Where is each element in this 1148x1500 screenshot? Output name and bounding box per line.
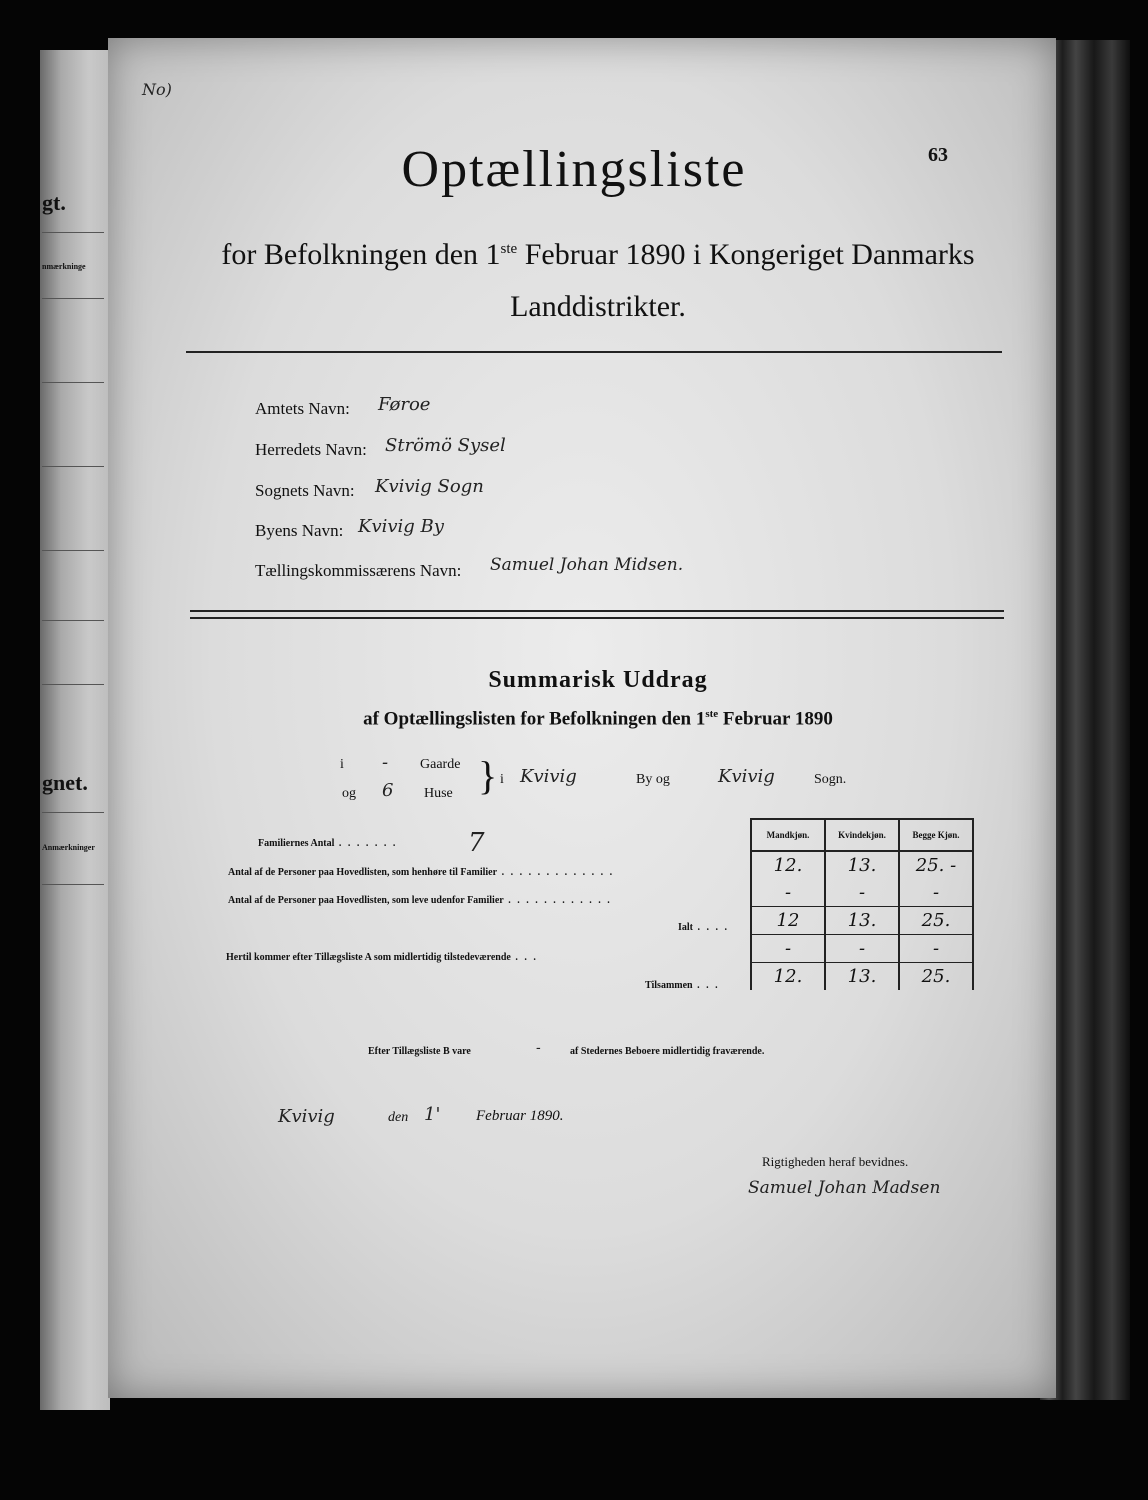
- col-header: Mandkjøn.: [751, 819, 825, 851]
- left-page-rule: [42, 466, 104, 467]
- summary-subtitle-pre: af Optællingslisten for Befolkningen den 1: [363, 708, 706, 730]
- by-og-label: By og: [636, 772, 670, 787]
- date-den: den: [388, 1110, 409, 1125]
- counts-row: [751, 851, 973, 879]
- row-label-text: Antal af de Personer paa Hovedlisten, som henhøre til Familier: [228, 867, 498, 878]
- field-value-by: Kvivig By: [358, 516, 444, 537]
- left-page-fragment: gnet.: [42, 770, 88, 795]
- dot-leader: . . . . . . . . . . . . .: [497, 867, 615, 878]
- summary-og: og: [342, 786, 356, 801]
- row-label-familier: [228, 867, 614, 878]
- subtitle-sup: ste: [500, 241, 518, 257]
- page-number: 63: [928, 144, 948, 166]
- divider: [190, 610, 1004, 612]
- row-label-ialt: [678, 922, 729, 933]
- field-value-herred: Strömö Sysel: [385, 435, 506, 456]
- place2-value: Kvivig: [718, 766, 775, 787]
- brace: }: [478, 753, 498, 798]
- familiernes-label-text: Familiernes Antal: [258, 838, 335, 849]
- subtitle-pre: for Befolkningen den 1: [221, 238, 501, 271]
- place1-value: Kvivig: [520, 766, 577, 787]
- dot-leader: . . .: [510, 952, 538, 963]
- counts-table: [750, 818, 974, 990]
- count-cell: 12.: [751, 963, 825, 991]
- huse-label: Huse: [424, 786, 453, 801]
- field-value-kommissaer: Samuel Johan Midsen.: [490, 555, 684, 575]
- col-header: Begge Kjøn.: [899, 819, 973, 851]
- row-label-tillaeg-a: [226, 952, 538, 963]
- count-cell: -: [751, 935, 825, 963]
- date-month-year: Februar 1890.: [476, 1108, 564, 1124]
- tillaeg-b-pre: Efter Tillægsliste B vare: [368, 1046, 471, 1057]
- field-label-herred: Herredets Navn:: [255, 440, 367, 459]
- counts-row: [751, 907, 973, 935]
- count-cell: -: [825, 935, 899, 963]
- tillaeg-b-post: af Stedernes Beboere midlertidig fraværende.: [570, 1046, 765, 1057]
- left-page-rule: [42, 550, 104, 551]
- summary-subtitle: [0, 708, 1148, 730]
- count-cell: -: [751, 879, 825, 907]
- dot-leader: . . . .: [693, 922, 729, 933]
- gaarde-label: Gaarde: [420, 757, 461, 772]
- row-label-udenfor: [228, 895, 612, 906]
- margin-note: No): [142, 80, 172, 99]
- summary-subtitle-post: Februar 1890: [718, 708, 833, 730]
- field-label-kommissaer: Tællingskommissærens Navn:: [255, 561, 462, 580]
- left-page-rule: [42, 620, 104, 621]
- left-page-rule: [42, 382, 104, 383]
- huse-value: 6: [382, 780, 394, 801]
- left-page-rule: [42, 232, 104, 233]
- counts-row: [751, 963, 973, 991]
- signature: Samuel Johan Madsen: [748, 1178, 941, 1198]
- divider: [186, 351, 1002, 353]
- sogn-label: Sogn.: [814, 772, 847, 787]
- summary-i: i: [340, 757, 344, 772]
- count-cell: -: [899, 935, 973, 963]
- field-label-amt: Amtets Navn:: [255, 399, 350, 418]
- left-page-fragment: nmærkninge: [42, 262, 86, 271]
- date-place: Kvivig: [278, 1106, 335, 1127]
- divider: [190, 617, 1004, 619]
- counts-header-row: [751, 819, 973, 851]
- field-value-amt: Føroe: [378, 394, 431, 415]
- left-page-fragment: gt.: [42, 190, 66, 215]
- count-cell: 25.: [899, 963, 973, 991]
- count-cell: 25. -: [899, 851, 973, 879]
- row-label-text: Hertil kommer efter Tillægsliste A som midlertidig tilstedeværende: [226, 952, 511, 963]
- page-title: Optællingsliste: [401, 141, 747, 198]
- familiernes-label: [258, 838, 397, 849]
- summary-i2: i: [500, 772, 504, 787]
- field-label-sogn: Sognets Navn:: [255, 481, 355, 500]
- attestation: Rigtigheden heraf bevidnes.: [762, 1154, 909, 1169]
- left-page-rule: [42, 884, 104, 885]
- row-label-text: Antal af de Personer paa Hovedlisten, som leve udenfor Familier: [228, 895, 504, 906]
- date-day: 1': [424, 1104, 441, 1125]
- count-cell: 25.: [899, 907, 973, 935]
- row-label-text: Ialt: [678, 922, 693, 933]
- subtitle-post: Februar 1890 i Kongeriget Danmarks: [517, 238, 975, 271]
- count-cell: 12: [751, 907, 825, 935]
- count-cell: -: [899, 879, 973, 907]
- left-page-fragment: Anmærkninger: [42, 843, 95, 852]
- count-cell: 13.: [825, 907, 899, 935]
- field-label-by: Byens Navn:: [255, 521, 344, 540]
- counts-row: [751, 935, 973, 963]
- row-label-text: Tilsammen: [645, 980, 693, 991]
- summary-title: Summarisk Uddrag: [488, 667, 708, 693]
- page-subtitle-line2: Landdistrikter.: [510, 290, 686, 323]
- dot-leader: . . .: [692, 980, 720, 991]
- familiernes-value: 7: [468, 828, 485, 858]
- dot-leader: . . . . . . . . . . . .: [503, 895, 612, 906]
- count-cell: -: [825, 879, 899, 907]
- count-cell: 12.: [751, 851, 825, 879]
- dot-leader: . . . . . . .: [334, 838, 398, 849]
- left-page-rule: [42, 812, 104, 813]
- row-label-tilsammen: [645, 980, 720, 991]
- col-header: Kvindekjøn.: [825, 819, 899, 851]
- field-value-sogn: Kvivig Sogn: [375, 476, 484, 497]
- summary-subtitle-sup: ste: [705, 708, 719, 720]
- count-cell: 13.: [825, 963, 899, 991]
- counts-row: [751, 879, 973, 907]
- tillaeg-b-value: -: [536, 1040, 541, 1056]
- page-subtitle: [0, 238, 1148, 272]
- count-cell: 13.: [825, 851, 899, 879]
- gaarde-value: -: [382, 752, 389, 773]
